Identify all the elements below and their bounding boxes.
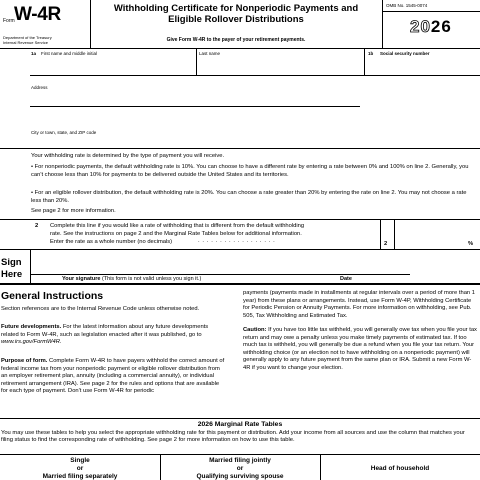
withholding-rate-input[interactable]	[396, 222, 462, 247]
intro-see-page2: See page 2 for more information.	[31, 208, 116, 214]
form-subtitle: Give Form W-4R to the payer of your retirement payments.	[166, 37, 306, 43]
col-mfj-title1: Married filing jointly	[209, 457, 271, 464]
ssn-field[interactable]	[366, 57, 478, 75]
date-field[interactable]	[336, 251, 410, 274]
row-1a-label: 1a	[31, 51, 37, 56]
first-name-field[interactable]	[40, 57, 195, 75]
line2-text-2: rate. See the instructions on page 2 and the Marginal Rate Tables below for additional information.	[50, 231, 302, 237]
purpose-of-form-para	[1, 358, 226, 396]
general-instructions-heading: General Instructions	[1, 290, 104, 302]
signature-note: (This form is not valid unless you sign it.)	[101, 276, 202, 282]
section-references-text: Section references are to the Internal Revenue Code unless otherwise noted.	[1, 306, 200, 312]
intro-bullet-rollover: • For an eligible rollover distribution, the default withholding rate is 20%. You can choose a rate greater than 20% by entering the rate on line 2. You may not choose a rate less than 20%.	[31, 190, 467, 204]
date-label: Date	[340, 276, 352, 282]
tax-year	[410, 17, 452, 37]
line2-text-3: Enter the rate as a whole number (no decimals)	[50, 239, 173, 245]
col-single-title2: or	[76, 465, 84, 472]
caution-text: If you have too little tax withheld, you will generally owe tax when you file your tax return and may owe a penalty unless you make timely payments of estimated tax. If too much tax is withheld, you will generally be due a refund when you file your tax return. Your withholding choice (or an election not to have withholding on a nonperiodic payment) will generally apply to any future payment from the same plan or IRA. Submit a new Form W-4R if you want to change your election.	[243, 327, 477, 371]
future-developments-heading: Future developments.	[1, 324, 62, 330]
ssn-number-label: 1b	[368, 51, 374, 56]
sign-here-here: Here	[1, 269, 23, 280]
col-single-title1: Single	[70, 457, 90, 464]
last-name-label: Last name	[199, 51, 221, 56]
future-developments-text: For the latest information about any future developments related to Form W-4R, such as legislation enacted after it was published, go to	[1, 324, 209, 338]
percent-sign: %	[468, 241, 474, 247]
col-single-title3: Married filing separately	[42, 473, 118, 480]
signature-field[interactable]	[32, 251, 332, 274]
purpose-of-form-text: Complete Form W-4R to have payers withhold the correct amount of federal income tax from your nonperiodic payment or eligible rollover distribution from an employer retirement plan, annuity (including a commercial annuity), or individual retirement arrangement (IRA). See page 2 for the rules and options that are available for each type of payment. Don't use Form W-4R for periodic	[1, 358, 225, 394]
city-state-zip-field[interactable]	[30, 136, 360, 148]
address-label: Address	[31, 85, 48, 90]
sign-here-sign: Sign	[1, 257, 22, 268]
marginal-rate-tables-title: 2026 Marginal Rate Tables	[197, 421, 283, 428]
dept-treasury: Department of the Treasury	[3, 35, 52, 40]
intro-paragraph: Your withholding rate is determined by the type of payment you will receive.	[31, 153, 225, 159]
form-label: Form	[3, 18, 15, 24]
caution-para	[243, 327, 477, 372]
signature-label	[62, 276, 201, 282]
your-signature-text: Your signature	[62, 276, 101, 282]
line2-text-1: Complete this line if you would like a rate of withholding that is different from the default withholding	[50, 223, 305, 229]
col-hoh-title: Head of household	[370, 465, 430, 472]
address-field[interactable]	[30, 90, 360, 106]
marginal-rate-tables-desc: You may use these tables to help you select the appropriate withholding rate for this payment or distribution. Add your income from all sources and use the column that matches your filing status to find the corresponding rate of withholding. See page 2 for more information on how to use this table.	[1, 430, 465, 444]
city-state-zip-label: City or town, state, and ZIP code	[31, 130, 97, 135]
form-title-line1: Withholding Certificate for Nonperiodic Payments and	[113, 3, 359, 14]
col-mfj-title3: Qualifying surviving spouse	[196, 473, 284, 480]
year-prefix: 20	[410, 17, 431, 36]
ssn-label: Social security number	[380, 51, 430, 56]
periodic-payments-para: payments (payments made in installments at regular intervals over a period of more than 1 year) from these plans or arrangements. Instead, use Form W-4P, Withholding Certificate for Periodic Pension or Annuity Payments. For more information on withholding, see Pub. 505, Tax Withholding and Estimated Tax.	[243, 290, 475, 319]
line2-box-number: 2	[384, 241, 388, 247]
purpose-of-form-heading: Purpose of form.	[1, 358, 48, 364]
line2-number: 2	[35, 223, 39, 229]
future-developments-para	[1, 324, 226, 347]
year-suffix: 26	[430, 17, 452, 36]
irs-label: Internal Revenue Service	[3, 40, 48, 45]
omb-number: OMB No. 1545-0074	[386, 3, 428, 8]
form-number: W-4R	[14, 4, 61, 25]
line2-leader-dots: . . . . . . . . . . . . . . . . . .	[198, 238, 276, 244]
last-name-field[interactable]	[198, 57, 363, 75]
col-mfj-title2: or	[236, 465, 244, 472]
intro-bullet-nonperiodic: • For nonperiodic payments, the default withholding rate is 10%. You can choose to have a different rate by entering a rate between 0% and 100% on line 2. Generally, you can't choose less than 10% for payments to be delivered outside the United States and its territories.	[31, 164, 469, 178]
first-name-label: First name and middle initial	[41, 51, 98, 56]
form-title-line2: Eligible Rollover Distributions	[168, 14, 304, 25]
future-developments-url[interactable]: www.irs.gov/FormW4R.	[1, 339, 62, 345]
caution-heading: Caution:	[243, 327, 267, 333]
